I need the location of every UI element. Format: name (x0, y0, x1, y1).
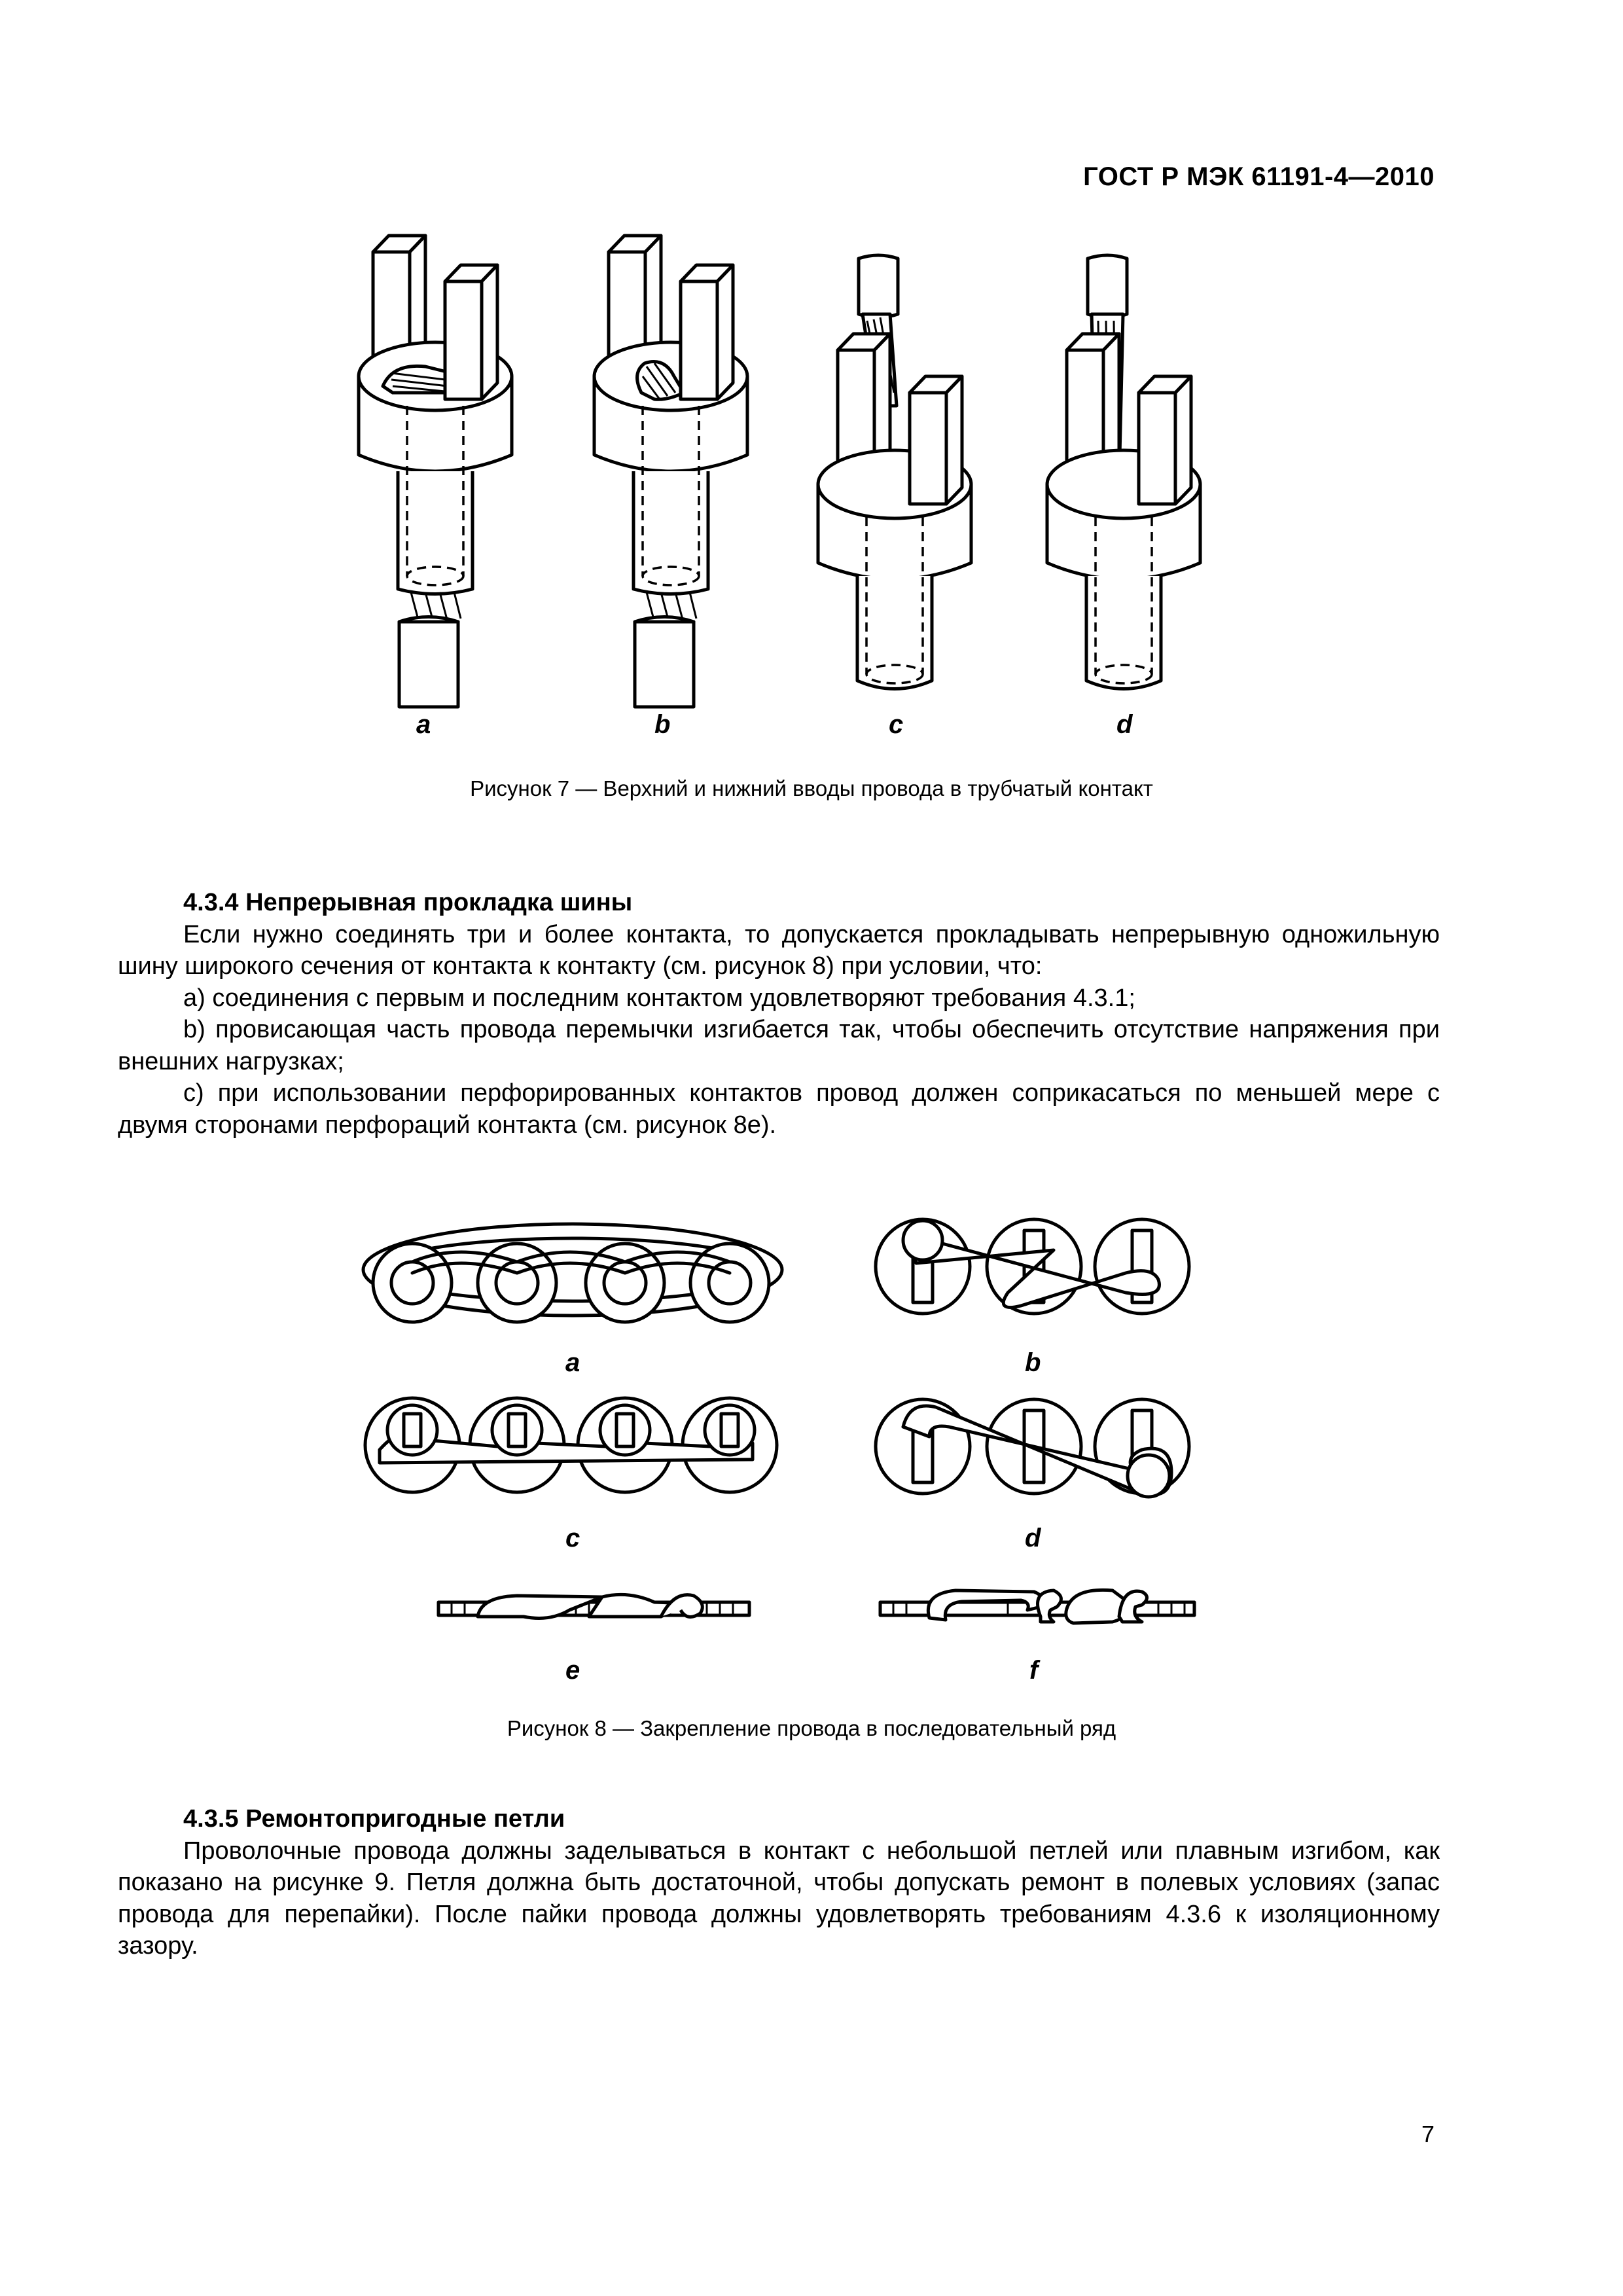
section-4-3-5-paragraph: Проволочные провода должны заделываться в контакт с небольшой петлей или плавным изгибом, как показано на рисунке 9. Петля должна быть достаточной, чтобы допускать ремонт в полевых условиях (запас провода для перепайки). После пайки провода должны удовлетворять требованиям 4.3.6 к изоляционному зазору. (118, 1837, 1440, 1960)
figure-7-label-d: d (1116, 710, 1133, 739)
figure-8-label-e: e (565, 1656, 580, 1685)
section-4-3-4-item-c: c) при использовании перфорированных контактов провод должен соприкасаться по меньшей мере с двумя сторонами перфораций контакта (см. рисунок 8e). (118, 1079, 1440, 1139)
figure-8-label-a: a (565, 1348, 580, 1377)
figure-7-label-c: c (889, 710, 904, 739)
section-4-3-4-intro: Если нужно соединять три и более контакта, то допускается прокладывать непрерывную одножильную шину широкого сечения от контакта к контакту (см. рисунок 8) при условии, что: (118, 920, 1440, 980)
figure-7-label-a: a (416, 710, 431, 739)
page-number: 7 (1421, 2121, 1435, 2147)
figure-7-caption: Рисунок 7 — Верхний и нижний вводы провода в трубчатый контакт (470, 776, 1153, 800)
section-4-3-5-heading: 4.3.5 Ремонтопригодные петли (183, 1805, 565, 1833)
document-standard-code: ГОСТ Р МЭК 61191-4—2010 (1083, 162, 1435, 191)
section-4-3-4-heading: 4.3.4 Непрерывная прокладка шины (183, 889, 633, 916)
figure-8-label-d: d (1025, 1524, 1041, 1552)
section-4-3-4-item-b: b) провисающая часть провода перемычки изгибается так, чтобы обеспечить отсутствие напряжения при внешних нагрузках; (118, 1016, 1440, 1075)
section-4-3-4-item-a: a) соединения с первым и последним контактом удовлетворяют требования 4.3.1; (183, 984, 1135, 1012)
figure-8-label-c: c (565, 1524, 580, 1552)
figure-8-label-b: b (1025, 1348, 1041, 1377)
figure-8-caption: Рисунок 8 — Закрепление провода в последовательный ряд (507, 1716, 1116, 1740)
section-4-3-5 (118, 1803, 1440, 1962)
figure-8-label-f: f (1029, 1656, 1039, 1685)
figure-7-label-b: b (654, 710, 671, 739)
